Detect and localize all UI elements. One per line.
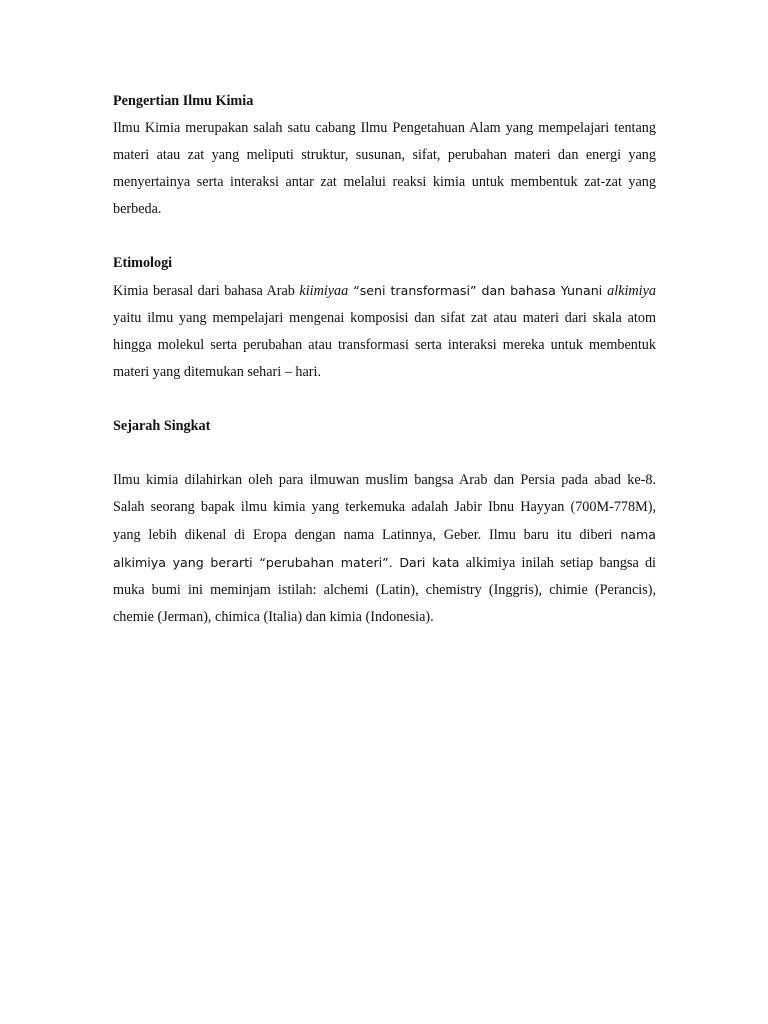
term-alkimiya: alkimiya [607, 283, 657, 299]
blank-line [113, 440, 656, 467]
etimologi-text-intro: Kimia berasal dari bahasa Arab [113, 283, 300, 299]
section-heading-pengertian: Pengertian Ilmu Kimia [113, 93, 254, 109]
sejarah-quote: nama alkimiya yang berarti “perubahan materi”. Dari kata [113, 527, 656, 570]
paragraph-sejarah [113, 467, 656, 631]
paragraph-pengertian: Ilmu Kimia merupakan salah satu cabang Ilmu Pengetahuan Alam yang mempelajari tentang materi atau zat yang meliputi struktur, susunan, sifat, perubahan materi dan energi yang menyertainya serta interaksi antar zat melalui reaksi kimia untuk membentuk zat-zat yang berbeda. [113, 120, 656, 217]
section-heading-sejarah: Sejarah Singkat [113, 418, 211, 434]
section-heading-etimologi: Etimologi [113, 255, 173, 271]
term-kiimiyaa: kiimiyaa [299, 283, 349, 299]
sejarah-text-rest: alkimiya inilah setiap bangsa di muka bumi ini meminjam istilah: alchemi (Latin), chemistry (Inggris), chimie (Perancis), chemie (Jerman), chimica (Italia) dan kimia (Indonesia). [113, 555, 656, 625]
document-page [113, 88, 656, 631]
paragraph-etimologi [113, 277, 656, 386]
sejarah-text-intro: Ilmu kimia dilahirkan oleh para ilmuwan muslim bangsa Arab dan Persia pada abad ke-8. Salah seorang bapak ilmu kimia yang terkemuka adalah Jabir Ibnu Hayyan (700M-778M), yang lebih dikenal di Eropa dengan nama Latinnya, Geber. Ilmu baru itu diberi [113, 472, 656, 543]
etimologi-text-rest: yaitu ilmu yang mempelajari mengenai komposisi dan sifat zat atau materi dari skala atom hingga molekul serta perubahan atau transformasi serta interaksi mereka untuk membentuk materi yang ditemukan sehari – hari. [113, 310, 656, 380]
etimologi-quote: “seni transformasi” dan bahasa Yunani [348, 283, 608, 298]
